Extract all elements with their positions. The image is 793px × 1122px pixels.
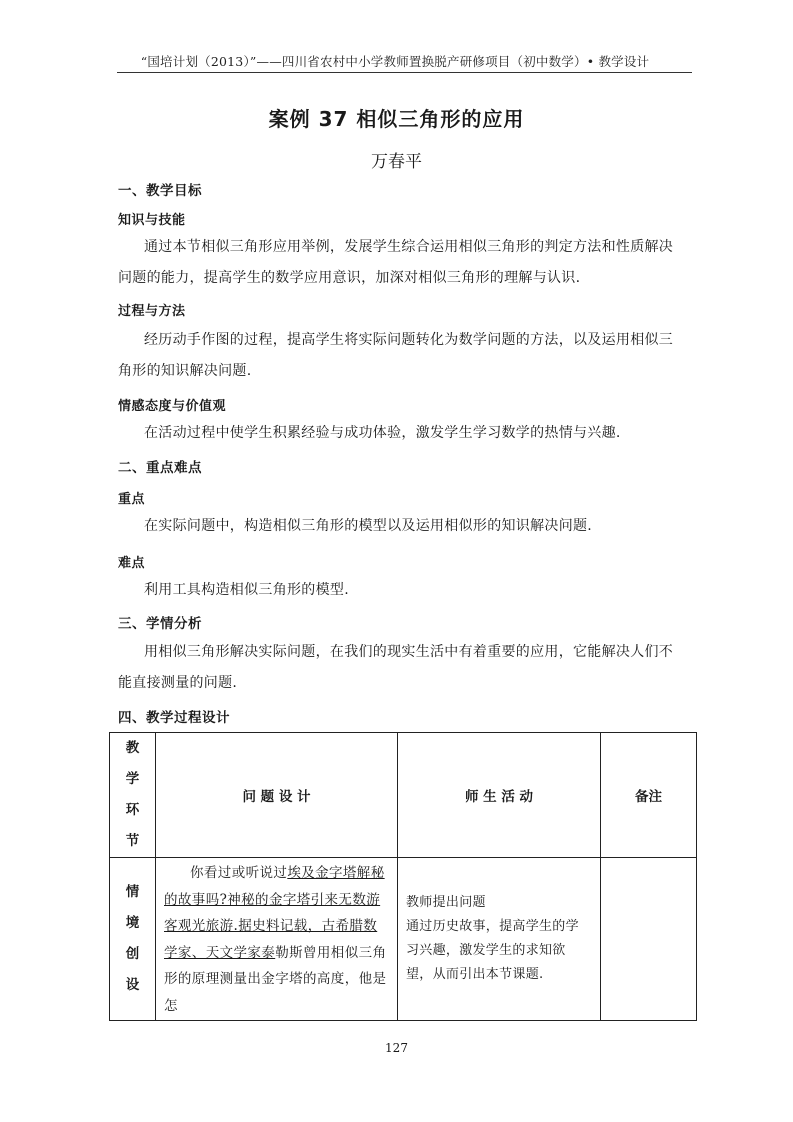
header-divider <box>117 72 692 73</box>
subheading-attitude: 情感态度与价值观 <box>118 399 227 414</box>
question-text: 你看过或听说过埃及金字塔解秘的故事吗?神秘的金字塔引来无数游客观光旅游.据史料记载，古希腊数学家、天文学家泰勒斯曾用相似三角形的原理测量出金字塔的高度，他是怎 <box>164 865 387 1014</box>
page-title: 案例 37 相似三角形的应用 <box>268 107 525 131</box>
header-question-design: 问 题 设 计 <box>156 733 398 858</box>
row-question-cell <box>156 858 398 1021</box>
paragraph-focus: 在实际问题中，构造相似三角形的模型以及运用相似形的知识解决问题. <box>144 518 593 534</box>
table-header-row <box>110 733 697 858</box>
row-notes-cell <box>601 858 697 1021</box>
table-row <box>110 858 697 1021</box>
teaching-process-table <box>109 732 697 1021</box>
author-name: 万春平 <box>371 152 422 172</box>
paragraph-process: 经历动手作图的过程，提高学生将实际问题转化为数学问题的方法，以及运用相似三角形的知识解决问题. <box>118 332 674 379</box>
running-header: “国培计划（2013）”——四川省农村中小学教师置换脱产研修项目（初中数学）• 教学设计 <box>140 54 650 69</box>
activity-text: 教师提出问题 通过历史故事，提高学生的学习兴趣，激发学生的求知欲望，从而引出本节课题. <box>406 895 579 982</box>
section-heading-analysis: 三、学情分析 <box>118 616 202 632</box>
header-activity: 师 生 活 动 <box>398 733 601 858</box>
row-activity-cell <box>398 858 601 1021</box>
subheading-knowledge: 知识与技能 <box>118 213 186 228</box>
subheading-focus: 重点 <box>118 492 146 507</box>
subheading-difficulty: 难点 <box>118 556 146 571</box>
paragraph-knowledge: 通过本节相似三角形应用举例，发展学生综合运用相似三角形的判定方法和性质解决问题的能力，提高学生的数学应用意识，加深对相似三角形的理解与认识. <box>118 239 674 286</box>
paragraph-difficulty: 利用工具构造相似三角形的模型. <box>144 582 349 598</box>
section-heading-key-points: 二、重点难点 <box>118 460 202 476</box>
page-number: 127 <box>385 1041 408 1055</box>
paragraph-attitude: 在活动过程中使学生积累经验与成功体验，激发学生学习数学的热情与兴趣. <box>144 425 621 441</box>
row-stage-cell: 情 境 创 设 <box>110 858 156 1021</box>
subheading-process: 过程与方法 <box>118 304 186 319</box>
section-heading-process-design: 四、教学过程设计 <box>118 710 230 726</box>
paragraph-analysis: 用相似三角形解决实际问题，在我们的现实生活中有着重要的应用，它能解决人们不能直接测量的问题. <box>118 644 674 691</box>
section-heading-objectives: 一、教学目标 <box>118 183 202 199</box>
header-notes: 备注 <box>601 733 697 858</box>
header-stage-cell: 教 学 环 节 <box>110 733 156 858</box>
